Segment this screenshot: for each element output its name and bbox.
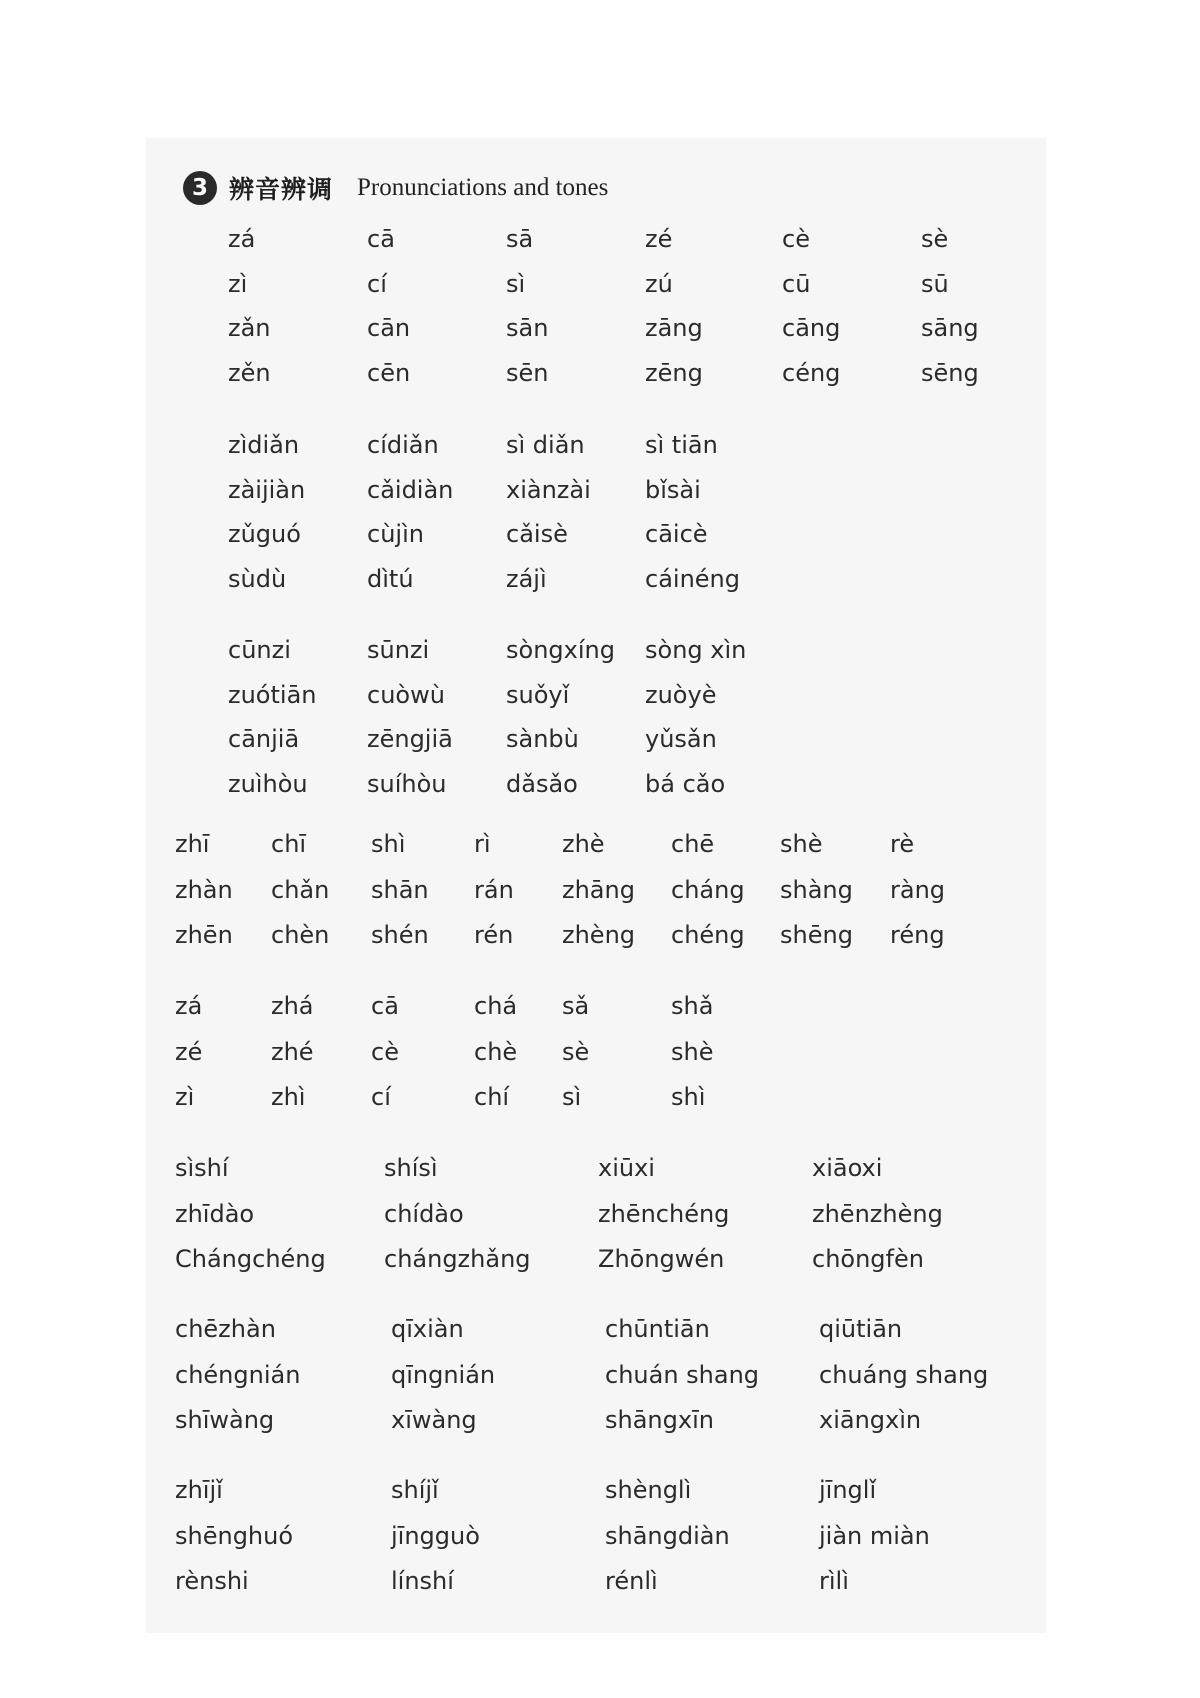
pinyin-item: cí	[371, 1083, 391, 1111]
pinyin-item: cā	[367, 225, 395, 253]
pinyin-item: cāng	[782, 314, 841, 342]
pinyin-item: zhēnzhèng	[812, 1199, 943, 1228]
pinyin-item: cháng	[671, 875, 745, 904]
pinyin-item: zhījǐ	[175, 1476, 223, 1504]
pinyin-item: cuòwù	[367, 680, 445, 709]
pinyin-item: cǎidiàn	[367, 475, 454, 504]
pinyin-item: dìtú	[367, 564, 414, 593]
pinyin-item: zhī	[175, 830, 210, 858]
pinyin-group-words-3	[175, 1154, 1002, 1291]
pinyin-item: céng	[782, 358, 841, 387]
pinyin-item: dǎsǎo	[506, 769, 578, 798]
pinyin-item: chéng	[671, 921, 745, 949]
pinyin-item: xiāoxi	[812, 1154, 883, 1182]
pinyin-item: chuán shang	[605, 1360, 760, 1389]
pinyin-item: cū	[782, 269, 811, 298]
pinyin-item: sì	[562, 1083, 582, 1111]
pinyin-item: shísì	[384, 1154, 438, 1182]
pinyin-item: sè	[562, 1037, 590, 1066]
pinyin-item: xiāngxìn	[819, 1406, 922, 1434]
pinyin-item: shì	[371, 830, 406, 858]
pinyin-item: zhèng	[562, 921, 636, 949]
pinyin-group-words-5	[175, 1476, 994, 1613]
pinyin-item: zú	[645, 269, 673, 298]
pinyin-item: zāng	[645, 314, 703, 342]
pinyin-item: zhè	[562, 830, 605, 858]
pinyin-item: chángzhǎng	[384, 1245, 531, 1273]
pinyin-item: zhāng	[562, 875, 635, 904]
pinyin-item: shè	[780, 830, 823, 858]
pinyin-item: bǐsài	[645, 475, 701, 504]
pinyin-item: sòngxíng	[506, 636, 615, 664]
pinyin-item: chē	[671, 830, 715, 858]
pinyin-item: ràng	[890, 875, 946, 904]
pinyin-item: zhēnchéng	[598, 1199, 730, 1228]
pinyin-item: zì	[175, 1083, 195, 1111]
pinyin-item: zájì	[506, 564, 547, 593]
pinyin-item: bá cǎo	[645, 769, 726, 798]
pinyin-item: zàijiàn	[228, 475, 306, 504]
pinyin-item: sū	[921, 269, 949, 298]
pinyin-item: shíjǐ	[391, 1476, 439, 1504]
pinyin-item: zēngjiā	[367, 725, 453, 753]
pinyin-item: shè	[671, 1037, 714, 1066]
pinyin-item: zuòyè	[645, 680, 717, 709]
pinyin-item: Chángchéng	[175, 1245, 326, 1273]
pinyin-item: xīwàng	[391, 1406, 477, 1434]
section-title-chinese: 辨音辨调	[229, 175, 334, 204]
pinyin-item: chí	[474, 1083, 510, 1111]
pinyin-item: shīwàng	[175, 1406, 275, 1434]
pinyin-item: cùjìn	[367, 520, 424, 548]
pinyin-group-zh-ch-sh-r	[175, 830, 980, 967]
pinyin-item: shēnghuó	[175, 1521, 294, 1550]
pinyin-item: rè	[890, 830, 915, 858]
pinyin-item: línshí	[391, 1567, 454, 1595]
pinyin-item: zé	[175, 1037, 203, 1066]
pinyin-item: chǎn	[271, 875, 330, 904]
pinyin-item: shàng	[780, 875, 853, 904]
pinyin-item: shāngxīn	[605, 1406, 714, 1434]
pinyin-item: sè	[921, 225, 949, 253]
pinyin-item: zēng	[645, 358, 703, 387]
pinyin-item: sòng xìn	[645, 636, 747, 664]
pinyin-item: shì	[671, 1083, 706, 1111]
pinyin-item: cídiǎn	[367, 431, 439, 459]
pinyin-item: shènglì	[605, 1476, 692, 1504]
pinyin-group-z-c-s	[228, 225, 1021, 403]
pinyin-item: zìdiǎn	[228, 431, 300, 459]
pinyin-item: chōngfèn	[812, 1245, 924, 1273]
pinyin-item: zhé	[271, 1037, 314, 1066]
pinyin-item: zǔguó	[228, 520, 301, 548]
pinyin-group-words-1	[228, 431, 782, 609]
pinyin-item: shǎ	[671, 992, 714, 1020]
pinyin-item: xiūxi	[598, 1154, 655, 1182]
pinyin-item: rénlì	[605, 1567, 658, 1595]
pinyin-item: zhīdào	[175, 1199, 255, 1228]
pinyin-item: rìlì	[819, 1567, 849, 1595]
section-title-english: Pronunciations and tones	[357, 174, 609, 201]
pinyin-item: réng	[890, 921, 945, 949]
pinyin-item: cí	[367, 269, 387, 298]
pinyin-item: sùdù	[228, 564, 287, 593]
pinyin-item: cáinéng	[645, 564, 740, 593]
pinyin-item: chī	[271, 830, 307, 858]
pinyin-item: chá	[474, 992, 518, 1020]
pinyin-item: zì	[228, 269, 248, 298]
pinyin-group-contrast	[175, 992, 731, 1129]
pinyin-item: zé	[645, 225, 673, 253]
pinyin-item: cè	[782, 225, 810, 253]
pinyin-item: suǒyǐ	[506, 680, 570, 709]
pinyin-item: cā	[371, 992, 399, 1020]
pinyin-item: cè	[371, 1037, 399, 1066]
pinyin-item: sāng	[921, 314, 979, 342]
pinyin-item: sān	[506, 314, 549, 342]
pinyin-item: shén	[371, 921, 429, 949]
pinyin-item: sìshí	[175, 1154, 229, 1182]
pinyin-item: chēzhàn	[175, 1315, 276, 1343]
pinyin-item: zhá	[271, 992, 314, 1020]
pinyin-item: zuótiān	[228, 680, 317, 709]
pinyin-item: cān	[367, 314, 411, 342]
pinyin-item: rán	[474, 875, 514, 904]
pinyin-item: sì	[506, 269, 526, 298]
pinyin-item: Zhōngwén	[598, 1245, 725, 1273]
pinyin-item: sì diǎn	[506, 431, 585, 459]
pinyin-item: zhì	[271, 1083, 306, 1111]
section-header	[183, 168, 608, 208]
pinyin-item: chèn	[271, 921, 330, 949]
pinyin-item: sǎ	[562, 992, 590, 1020]
pinyin-item: cūnzi	[228, 636, 291, 664]
pinyin-item: chuáng shang	[819, 1360, 989, 1389]
exercise-number-badge: 3	[183, 171, 217, 205]
pinyin-item: sūnzi	[367, 636, 430, 664]
pinyin-item: zhēn	[175, 921, 233, 949]
pinyin-item: shāngdiàn	[605, 1521, 730, 1550]
pinyin-item: zhàn	[175, 875, 233, 904]
pinyin-item: sēn	[506, 358, 549, 387]
pinyin-item: zá	[228, 225, 256, 253]
pinyin-item: chéngnián	[175, 1360, 301, 1389]
pinyin-item: cēn	[367, 358, 411, 387]
pinyin-item: cāicè	[645, 520, 708, 548]
pinyin-group-words-4	[175, 1315, 994, 1452]
pinyin-item: chídào	[384, 1199, 464, 1228]
pinyin-item: sànbù	[506, 725, 579, 753]
pinyin-item: sēng	[921, 358, 979, 387]
pinyin-item: rènshi	[175, 1567, 249, 1595]
pinyin-item: zěn	[228, 358, 271, 387]
pinyin-item: shān	[371, 875, 429, 904]
pinyin-item: sā	[506, 225, 534, 253]
pinyin-item: jiàn miàn	[819, 1521, 930, 1550]
pinyin-item: zǎn	[228, 314, 271, 342]
pinyin-item: rì	[474, 830, 491, 858]
pinyin-item: yǔsǎn	[645, 725, 717, 753]
pinyin-item: cǎisè	[506, 520, 568, 548]
pinyin-item: cānjiā	[228, 725, 300, 753]
pinyin-item: chè	[474, 1037, 518, 1066]
pinyin-item: qiūtiān	[819, 1315, 903, 1343]
pinyin-item: shēng	[780, 921, 853, 949]
pinyin-item: rén	[474, 921, 514, 949]
pinyin-item: qīngnián	[391, 1360, 496, 1389]
pinyin-item: chūntiān	[605, 1315, 710, 1343]
pinyin-item: zá	[175, 992, 203, 1020]
pinyin-item: jīnglǐ	[819, 1476, 877, 1504]
pinyin-item: qīxiàn	[391, 1315, 464, 1343]
pinyin-group-words-2	[228, 636, 782, 814]
pinyin-item: suíhòu	[367, 769, 447, 798]
pinyin-item: jīngguò	[391, 1521, 480, 1550]
pinyin-item: xiànzài	[506, 475, 591, 504]
pinyin-item: zuìhòu	[228, 769, 308, 798]
pinyin-item: sì tiān	[645, 431, 718, 459]
